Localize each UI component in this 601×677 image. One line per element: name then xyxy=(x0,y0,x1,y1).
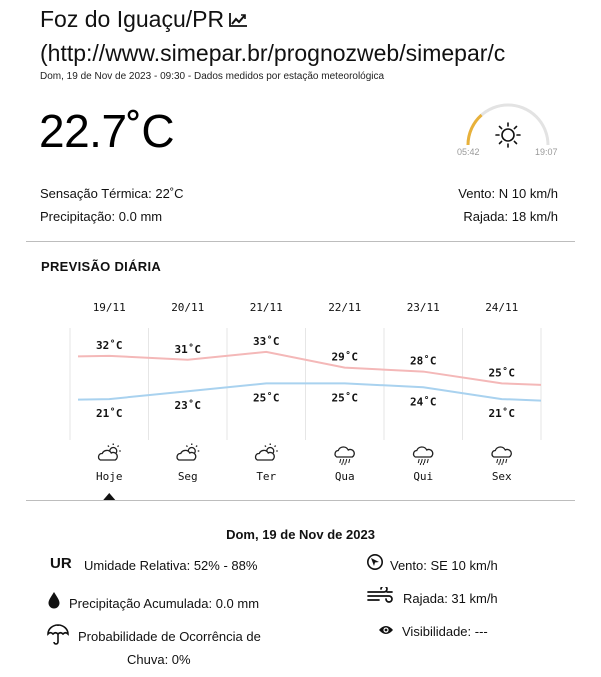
page-title xyxy=(40,6,248,34)
current-temperature: 22.7˚C xyxy=(39,105,175,157)
detail-date: Dom, 19 de Nov de 2023 xyxy=(226,527,375,542)
rain-cloud-icon xyxy=(335,447,354,465)
gust-icon xyxy=(367,587,395,610)
forecast-date: 22/11 xyxy=(328,301,362,314)
max-temp-label: 25˚C xyxy=(488,366,515,380)
forecast-date: 21/11 xyxy=(249,301,283,314)
min-temp-label: 23˚C xyxy=(174,399,201,413)
umbrella-icon xyxy=(46,624,70,651)
daily-forecast-chart xyxy=(0,290,601,502)
feels-like: Sensação Térmica: 22˚C xyxy=(40,186,184,201)
day-tab-label[interactable]: Qui xyxy=(413,470,434,483)
forecast-date: 20/11 xyxy=(171,301,205,314)
detail-gust: Rajada: 31 km/h xyxy=(403,591,498,606)
max-temp-label: 31˚C xyxy=(174,342,201,356)
wind: Vento: N 10 km/h xyxy=(458,186,558,201)
rain-cloud-icon xyxy=(492,447,511,465)
min-temp-label: 21˚C xyxy=(488,407,515,421)
partly-cloudy-icon xyxy=(256,444,278,461)
forecast-date: 19/11 xyxy=(92,301,126,314)
day-tab-label[interactable]: Qua xyxy=(334,470,355,483)
precipitation: Precipitação: 0.0 mm xyxy=(40,209,163,224)
max-temp-label: 32˚C xyxy=(96,338,123,352)
day-tab-label[interactable]: Ter xyxy=(256,470,277,483)
day-tab-label[interactable]: Seg xyxy=(177,470,198,483)
sun-icon xyxy=(496,123,520,147)
source-url[interactable]: (http://www.simepar.br/prognozweb/simepar/c xyxy=(40,40,506,66)
partly-cloudy-icon xyxy=(99,444,121,461)
max-temperature-line xyxy=(78,352,541,385)
day-tab-label[interactable]: Sex xyxy=(491,470,512,483)
rain-probability-label: Probabilidade de Ocorrência de xyxy=(78,629,261,644)
day-tab-label[interactable]: Hoje xyxy=(96,470,123,483)
max-temp-label: 28˚C xyxy=(410,354,437,368)
rain-cloud-icon xyxy=(414,447,433,465)
max-temp-label: 33˚C xyxy=(253,334,280,348)
humidity-icon: UR xyxy=(50,555,72,572)
accumulated-precipitation: Precipitação Acumulada: 0.0 mm xyxy=(69,596,260,611)
measurement-subtitle: Dom, 19 de Nov de 2023 - 09:30 - Dados medidos por estação meteorológica xyxy=(40,71,385,82)
partly-cloudy-icon xyxy=(177,444,199,461)
min-temp-label: 25˚C xyxy=(331,391,358,405)
max-temp-label: 29˚C xyxy=(331,350,358,364)
eye-icon xyxy=(378,624,394,639)
detail-wind: Vento: SE 10 km/h xyxy=(390,558,498,573)
forecast-date: 23/11 xyxy=(406,301,440,314)
min-temp-label: 25˚C xyxy=(253,391,280,405)
wind-direction-icon xyxy=(366,553,384,576)
daily-forecast-title: PREVISÃO DIÁRIA xyxy=(41,259,162,274)
gust: Rajada: 18 km/h xyxy=(463,209,558,224)
drop-icon xyxy=(47,591,61,614)
sunset-time: 19:07 xyxy=(535,147,558,157)
relative-humidity: Umidade Relativa: 52% - 88% xyxy=(84,558,258,573)
min-temperature-line xyxy=(78,383,541,400)
visibility: Visibilidade: --- xyxy=(402,624,488,639)
forecast-date: 24/11 xyxy=(485,301,519,314)
selected-day-indicator xyxy=(103,493,115,500)
divider xyxy=(26,241,575,242)
min-temp-label: 21˚C xyxy=(96,407,123,421)
chart-line-icon[interactable] xyxy=(228,7,248,34)
min-temp-label: 24˚C xyxy=(410,395,437,409)
divider xyxy=(26,500,575,501)
sunrise-time: 05:42 xyxy=(457,147,480,157)
sun-progress-arc xyxy=(468,115,482,145)
city-name: Foz do Iguaçu/PR xyxy=(40,6,225,32)
rain-probability-value: Chuva: 0% xyxy=(127,652,191,667)
